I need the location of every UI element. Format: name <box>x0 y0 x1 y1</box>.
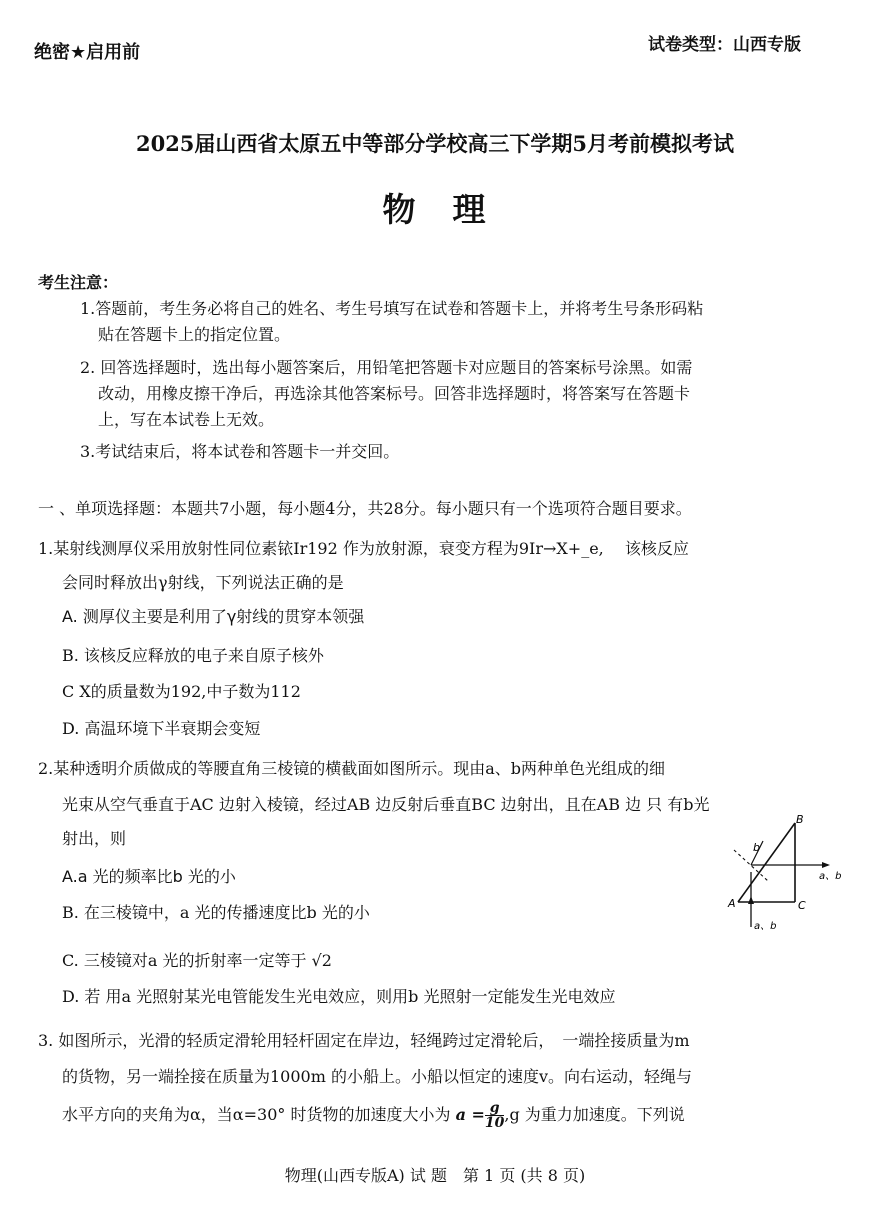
question-3-text-end: ,g 为重力加速度。下列说 <box>504 1105 685 1124</box>
section-heading: 一 、单项选择题：本题共7小题，每小题4分，共28分。每小题只有一个选项符合题目要求。 <box>38 499 692 518</box>
exam-title: 2025届山西省太原五中等部分学校高三下学期5月考前模拟考试 <box>135 131 735 156</box>
question-1-stem-cont: 会同时释放出γ射线，下列说法正确的是 <box>62 573 344 592</box>
question-2-option-d: D. 若 用a 光照射某光电管能发生光电效应，则用b 光照射一定能发生光电效应 <box>62 987 616 1006</box>
prism-edge-ab <box>738 823 795 902</box>
page-footer: 物理(山西专版A) 试 题 第 1 页 (共 8 页) <box>284 1166 586 1185</box>
notice-item: 1.答题前，考生务必将自己的姓名、考生号填写在试卷和答题卡上，并将考生号条形码粘 <box>80 299 704 318</box>
question-1-stem: 1.某射线测厚仪采用放射性同位素铱Ir192 作为放射源，衰变方程为9Ir→X+_e, 该核反应 <box>38 539 689 558</box>
question-3-stem: 3. 如图所示，光滑的轻质定滑轮用轻杆固定在岸边，轻绳跨过定滑轮后， 一端拴接质量为m <box>38 1031 690 1050</box>
reflected-ray-arrow-icon <box>822 862 830 868</box>
acceleration-fraction <box>485 1101 504 1130</box>
question-2-option-a: A.a 光的频率比b 光的小 <box>62 867 236 886</box>
prism-diagram <box>720 815 850 940</box>
notice-item: 上，写在本试卷上无效。 <box>98 410 275 429</box>
question-1-option-c: C X的质量数为192,中子数为112 <box>62 682 301 701</box>
question-3-text: 水平方向的夹角为α，当α=30° 时货物的加速度大小为 <box>62 1105 451 1124</box>
question-2-option-c: C. 三棱镜对a 光的折射率一定等于 √2 <box>62 951 332 970</box>
subject-title: 物 理 <box>382 190 488 229</box>
vertex-b-label: B <box>796 815 804 826</box>
exit-ray-label: a、b <box>819 871 842 882</box>
incident-ray-label: a、b <box>754 921 777 932</box>
acceleration-formula-lhs: a = <box>455 1105 485 1124</box>
fraction-numerator: g <box>485 1101 504 1116</box>
notice-item: 2. 回答选择题时，选出每小题答案后，用铅笔把答题卡对应题目的答案标号涂黑。如需 <box>80 358 693 377</box>
question-3-stem-cont <box>62 1101 685 1130</box>
incident-ray-arrow-icon <box>748 896 754 904</box>
question-1-option-a: A. 测厚仪主要是利用了γ射线的贯穿本领强 <box>62 607 365 626</box>
question-2-option-b: B. 在三棱镜中，a 光的传播速度比b 光的小 <box>62 903 370 922</box>
notice-item: 改动，用橡皮擦干净后，再选涂其他答案标号。回答非选择题时，将答案写在答题卡 <box>98 384 691 403</box>
question-1-option-b: B. 该核反应释放的电子来自原子核外 <box>62 646 324 665</box>
question-2-stem-cont: 光束从空气垂直于AC 边射入棱镜，经过AB 边反射后垂直BC 边射出，且在AB 边 只 有b光 <box>62 795 710 814</box>
confidential-label: 绝密★启用前 <box>34 42 141 63</box>
notice-heading: 考生注意： <box>38 273 119 292</box>
ray-b-label: b <box>753 841 760 854</box>
question-3-stem-cont: 的货物，另一端拴接在质量为1000m 的小船上。小船以恒定的速度v。向右运动，轻绳与 <box>62 1067 693 1086</box>
question-1-option-d: D. 高温环境下半衰期会变短 <box>62 719 261 738</box>
paper-type-label: 试卷类型：山西专版 <box>648 35 801 55</box>
notice-item: 3.考试结束后，将本试卷和答题卡一并交回。 <box>80 442 400 461</box>
vertex-c-label: C <box>798 899 806 912</box>
vertex-a-label: A <box>728 897 736 910</box>
fraction-denominator: 10 <box>484 1115 505 1131</box>
question-2-stem-cont: 射出，则 <box>62 829 127 848</box>
question-2-stem: 2.某种透明介质做成的等腰直角三棱镜的横截面如图所示。现由a、b两种单色光组成的细 <box>38 759 666 778</box>
notice-item: 贴在答题卡上的指定位置。 <box>98 325 291 344</box>
